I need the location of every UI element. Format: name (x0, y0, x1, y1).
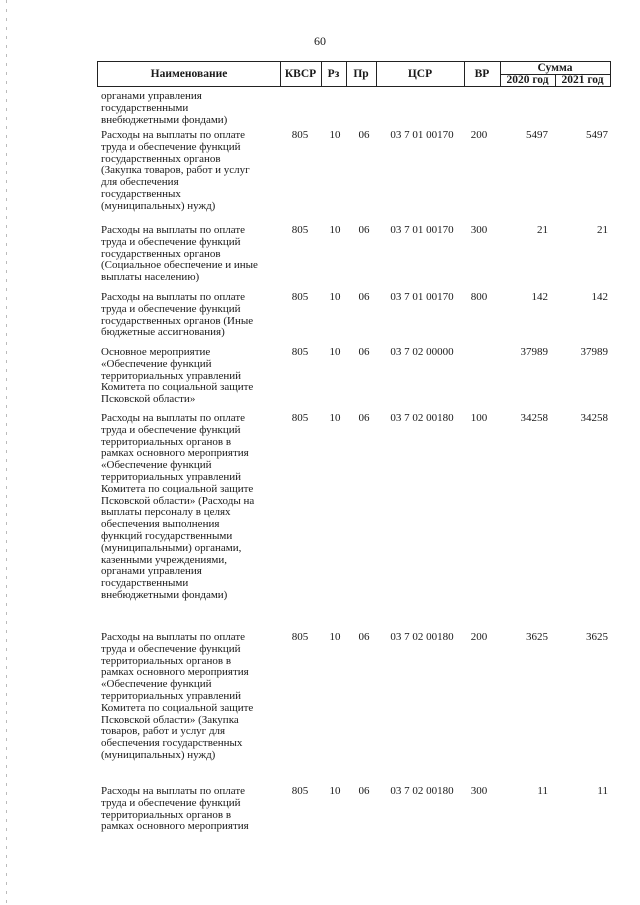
row-kvsr: 805 (291, 291, 309, 303)
row-kvsr: 805 (291, 785, 309, 797)
row-vr: 300 (470, 224, 488, 236)
row-csr: 03 7 01 00170 (390, 224, 454, 236)
row-sum-2021: 3625 (586, 631, 608, 643)
row-csr: 03 7 02 00180 (390, 785, 454, 797)
header-pr: Пр (346, 62, 377, 86)
row-kvsr: 805 (291, 129, 309, 141)
row-sum-2020: 37989 (520, 346, 548, 358)
header-2020: 2020 год (500, 74, 556, 86)
row-vr: 300 (470, 785, 488, 797)
row-rz: 10 (329, 224, 341, 236)
row-pr: 06 (358, 291, 370, 303)
row-pr: 06 (358, 129, 370, 141)
row-rz: 10 (329, 346, 341, 358)
row-kvsr: 805 (291, 224, 309, 236)
row-csr: 03 7 02 00000 (390, 346, 454, 358)
row-csr: 03 7 01 00170 (390, 291, 454, 303)
header-name: Наименование (98, 62, 281, 86)
row-kvsr: 805 (291, 346, 309, 358)
row-vr: 100 (470, 412, 488, 424)
row-sum-2020: 5497 (526, 129, 548, 141)
header-vr: ВР (464, 62, 501, 86)
row-sum-2021: 37989 (580, 346, 608, 358)
row-vr: 200 (470, 129, 488, 141)
header-kvsr: КВСР (280, 62, 322, 86)
row-kvsr: 805 (291, 412, 309, 424)
row-name: Расходы на выплаты по оплате труда и обеспечение функций территориальных органов в рамках основного мероприятия «Обеспечение функций территориальных управлений Комитета по социальной защите Псковской области» (Расходы на выплаты персоналу в целях обеспечения выполнения функций государственными (муниципальными) органами, казенными учреждениями, органами управления государственными внебюджетными фондами) (101, 412, 255, 601)
row-rz: 10 (329, 412, 341, 424)
row-csr: 03 7 02 00180 (390, 631, 454, 643)
row-sum-2021: 11 (597, 785, 608, 797)
row-pr: 06 (358, 224, 370, 236)
row-rz: 10 (329, 631, 341, 643)
row-sum-2021: 21 (597, 224, 608, 236)
row-sum-2020: 142 (531, 291, 548, 303)
table-header (97, 61, 611, 87)
row-sum-2020: 11 (537, 785, 548, 797)
row-name: Расходы на выплаты по оплате труда и обеспечение функций территориальных органов в рамках основного мероприятия (101, 785, 249, 833)
row-name: Расходы на выплаты по оплате труда и обеспечение функций государственных органов (Закупка товаров, работ и услуг для обеспечения государственных (муниципальных) нужд) (101, 129, 250, 212)
row-name: Основное мероприятие «Обеспечение функций территориальных управлений Комитета по социальной защите Псковской области» (101, 346, 254, 406)
row-sum-2021: 5497 (586, 129, 608, 141)
row-sum-2021: 142 (591, 291, 608, 303)
row-rz: 10 (329, 785, 341, 797)
row-csr: 03 7 01 00170 (390, 129, 454, 141)
header-csr: ЦСР (376, 62, 465, 86)
row-name: Расходы на выплаты по оплате труда и обеспечение функций государственных органов (Социальное обеспечение и иные выплаты населению) (101, 224, 258, 284)
header-sum: Сумма (500, 62, 610, 75)
scan-edge (6, 0, 7, 905)
row-csr: 03 7 02 00180 (390, 412, 454, 424)
row-sum-2020: 21 (537, 224, 548, 236)
row-kvsr: 805 (291, 631, 309, 643)
row-sum-2020: 3625 (526, 631, 548, 643)
row-rz: 10 (329, 291, 341, 303)
row-pr: 06 (358, 631, 370, 643)
header-2021: 2021 год (561, 74, 604, 86)
row-pr: 06 (358, 785, 370, 797)
row-sum-2021: 34258 (580, 412, 608, 424)
row-rz: 10 (329, 129, 341, 141)
header-rz: Рз (321, 62, 347, 86)
page-number: 60 (314, 34, 326, 48)
row-name: органами управления государственными внебюджетными фондами) (101, 90, 228, 126)
row-vr: 800 (470, 291, 488, 303)
row-pr: 06 (358, 346, 370, 358)
row-name: Расходы на выплаты по оплате труда и обеспечение функций государственных органов (Иные бюджетные ассигнования) (101, 291, 254, 339)
row-name: Расходы на выплаты по оплате труда и обеспечение функций территориальных органов в рамках основного мероприятия «Обеспечение функций территориальных управлений Комитета по социальной защите Псковской области» (Закупка товаров, работ и услуг для обеспечения государственных (муниципальных) нужд) (101, 631, 254, 761)
row-sum-2020: 34258 (520, 412, 548, 424)
row-vr: 200 (470, 631, 488, 643)
row-pr: 06 (358, 412, 370, 424)
